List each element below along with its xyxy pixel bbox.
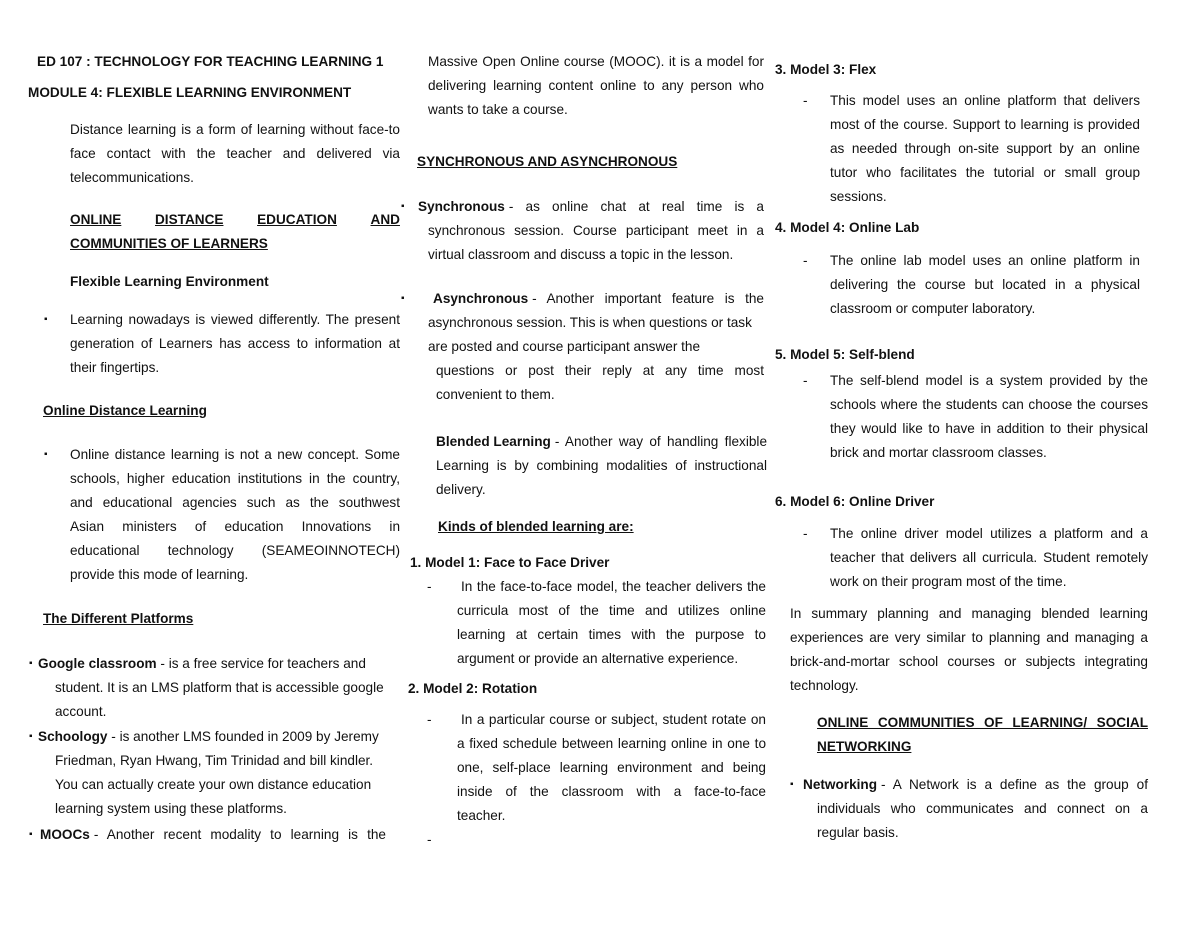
flexible-learning-bullet: Learning nowadays is viewed differently. The present generation of Learners has access to information at their fingertips. — [70, 312, 400, 375]
model-2-text: In a particular course or subject, student rotate on a fixed schedule between learning online in one to one, self-place learning environment and being inside of the classroom with a face-to-face teacher. — [457, 712, 766, 823]
model-5-title: 5. Model 5: Self-blend — [775, 347, 915, 362]
model-4-title: 4. Model 4: Online Lab — [775, 220, 920, 235]
model-5-text: The self-blend model is a system provided by the schools where the students can choose the courses they would like to have in addition to their physical brick and mortar classroom classes. — [830, 373, 1148, 460]
online-distance-bullet: Online distance learning is not a new concept. Some schools, higher education institutions in the country, and educational agencies such as the southwest Asian ministers of education Innovations in educational technology (SEAMEOINNOTECH) provide this mode of learning. — [70, 447, 400, 582]
asynchronous-item: Asynchronous - Another important feature is the asynchronous session. This is when questions or task are posted and course participant answer the questions or post their reply at any time most convenient to them. — [428, 291, 764, 402]
model-3-text: This model uses an online platform that delivers most of the course. Support to learning is provided as needed through on-site support by an online tutor who facilitates the tutorial or small group sessions. — [830, 93, 1140, 204]
dash-marker: - — [427, 832, 432, 847]
model-6-text: The online driver model utilizes a platform and a teacher that delivers all curricula. Student remotely work on their program most of the time. — [830, 526, 1148, 589]
bullet-marker: ▪ — [44, 314, 48, 325]
course-title: ED 107 : TECHNOLOGY FOR TEACHING LEARNING 1 — [37, 54, 384, 69]
dash-marker: - — [803, 373, 808, 388]
intro-paragraph: Distance learning is a form of learning without face-to face contact with the teacher and delivered via telecommunications. — [70, 122, 400, 185]
blended-learning-paragraph: Blended Learning - Another way of handling flexible Learning is by combining modalities of instructional delivery. — [436, 434, 767, 497]
bullet-marker: ▪ — [29, 731, 33, 742]
dash-marker: - — [803, 253, 808, 268]
bullet-marker: ▪ — [401, 201, 405, 212]
column-1 — [0, 0, 410, 927]
moocs-item: MOOCs - Another recent modality to learning is the — [40, 827, 386, 842]
dash-marker: - — [803, 526, 808, 541]
model-2-title: 2. Model 2: Rotation — [408, 681, 538, 696]
flexible-learning-heading: Flexible Learning Environment — [70, 274, 269, 289]
module-title: MODULE 4: FLEXIBLE LEARNING ENVIRONMENT — [28, 85, 352, 100]
synchronous-item: Synchronous - as online chat at real time is a synchronous session. Course participant meet in a virtual classroom and discuss a topic in the lesson. — [418, 199, 764, 262]
column-2 — [401, 0, 775, 927]
mooc-continuation: Massive Open Online course (MOOC). it is a model for delivering learning content online to any person who wants to take a course. — [428, 54, 764, 117]
dash-marker: - — [803, 93, 808, 108]
social-networking-heading: ONLINE COMMUNITIES OF LEARNING/ SOCIAL NETWORKING — [817, 715, 1148, 754]
sync-async-heading: SYNCHRONOUS AND ASYNCHRONOUS — [417, 154, 678, 169]
networking-item: Networking - A Network is a define as the group of individuals who communicates and connect on a regular basis. — [803, 777, 1148, 840]
bullet-marker: ▪ — [401, 293, 405, 304]
different-platforms-heading: The Different Platforms — [43, 611, 194, 626]
schoology-item: Schoology - is another LMS founded in 2009 by Jeremy Friedman, Ryan Hwang, Tim Trinidad and bill kindler. You can actually create your own distance education learning system using these platforms. — [38, 729, 379, 816]
bullet-marker: ▪ — [790, 779, 794, 790]
bullet-marker: ▪ — [44, 449, 48, 460]
dash-marker: - — [427, 579, 432, 594]
bullet-marker: ▪ — [29, 658, 33, 669]
kinds-blended-heading: Kinds of blended learning are: — [438, 519, 634, 534]
online-distance-learning-heading: Online Distance Learning — [43, 403, 207, 418]
model-1-text: In the face-to-face model, the teacher delivers the curricula most of the time and utilizes online learning at certain times with the purpose to argument or provide an alternative experience. — [457, 579, 766, 666]
model-1-title: 1. Model 1: Face to Face Driver — [410, 555, 610, 570]
model-6-title: 6. Model 6: Online Driver — [775, 494, 935, 509]
bullet-marker: ▪ — [29, 829, 33, 840]
dash-marker: - — [427, 712, 432, 727]
column-3 — [772, 0, 1162, 927]
summary-paragraph: In summary planning and managing blended learning experiences are very similar to planning and managing a brick-and-mortar school courses or subjects integrating technology. — [790, 606, 1148, 693]
model-3-title: 3. Model 3: Flex — [775, 62, 877, 77]
online-distance-heading: ONLINE DISTANCE EDUCATION AND COMMUNITIES OF LEARNERS — [70, 212, 400, 251]
google-classroom-item: Google classroom - is a free service for teachers and student. It is an LMS platform that is accessible google account. — [38, 656, 384, 719]
model-4-text: The online lab model uses an online platform in delivering the course but located in a physical classroom or computer laboratory. — [830, 253, 1140, 316]
